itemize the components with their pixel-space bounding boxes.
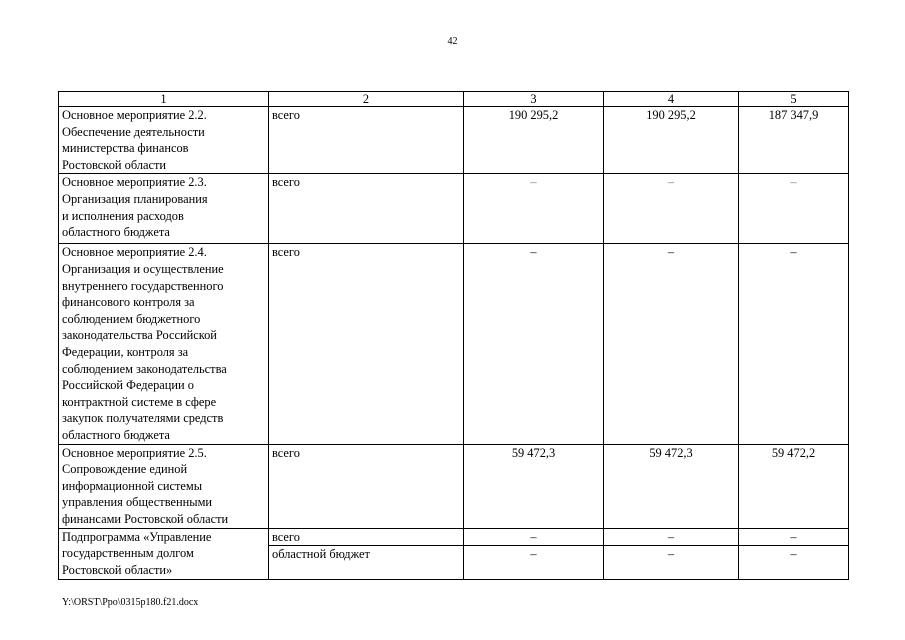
funding-source-cell: всего xyxy=(269,528,464,546)
activity-name-cell: Основное мероприятие 2.5. Сопровождение единой информационной системы управления общественными финансами Ростовской области xyxy=(59,444,269,528)
value-col-3: – xyxy=(464,174,604,244)
funding-source-cell: областной бюджет xyxy=(269,546,464,580)
value-col-5: – xyxy=(739,546,849,580)
header-col-3: 3 xyxy=(464,92,604,107)
value-col-4: – xyxy=(604,174,739,244)
footer-file-path: Y:\ORST\Ppo\0315p180.f21.docx xyxy=(62,597,199,608)
value-col-4: – xyxy=(604,546,739,580)
table-row xyxy=(59,174,849,244)
subprogram-name-cell: Подпрограмма «Управление государственным долгом Ростовской области» xyxy=(59,528,269,580)
funding-source-cell: всего xyxy=(269,244,464,444)
header-col-2: 2 xyxy=(269,92,464,107)
value-col-3: – xyxy=(464,546,604,580)
value-col-5: 59 472,2 xyxy=(739,444,849,528)
activity-name-cell: Основное мероприятие 2.2. Обеспечение деятельности министерства финансов Ростовской области xyxy=(59,107,269,174)
page-number: 42 xyxy=(447,36,458,47)
table-row xyxy=(59,528,849,546)
value-col-3: – xyxy=(464,244,604,444)
value-col-4: – xyxy=(604,244,739,444)
header-col-4: 4 xyxy=(604,92,739,107)
activity-name-cell: Основное мероприятие 2.3. Организация планирования и исполнения расходов областного бюджета xyxy=(59,174,269,244)
value-col-4: – xyxy=(604,528,739,546)
activity-name-cell: Основное мероприятие 2.4. Организация и осуществление внутреннего государственного финансового контроля за соблюдением бюджетного законодательства Российской Федерации, контроля за соблюдением законодательства Российской Федерации о контрактной системе в сфере закупок получателями средств областного бюджета xyxy=(59,244,269,444)
budget-table xyxy=(58,91,849,580)
value-col-5: – xyxy=(739,244,849,444)
value-col-5: – xyxy=(739,174,849,244)
value-col-5: 187 347,9 xyxy=(739,107,849,174)
value-col-5: – xyxy=(739,528,849,546)
header-col-5: 5 xyxy=(739,92,849,107)
table-row xyxy=(59,444,849,528)
value-col-4: 190 295,2 xyxy=(604,107,739,174)
header-row xyxy=(59,92,849,107)
table-row xyxy=(59,107,849,174)
funding-source-cell: всего xyxy=(269,107,464,174)
value-col-4: 59 472,3 xyxy=(604,444,739,528)
value-col-3: – xyxy=(464,528,604,546)
funding-source-cell: всего xyxy=(269,174,464,244)
funding-source-cell: всего xyxy=(269,444,464,528)
header-col-1: 1 xyxy=(59,92,269,107)
table-row xyxy=(59,244,849,444)
value-col-3: 190 295,2 xyxy=(464,107,604,174)
value-col-3: 59 472,3 xyxy=(464,444,604,528)
